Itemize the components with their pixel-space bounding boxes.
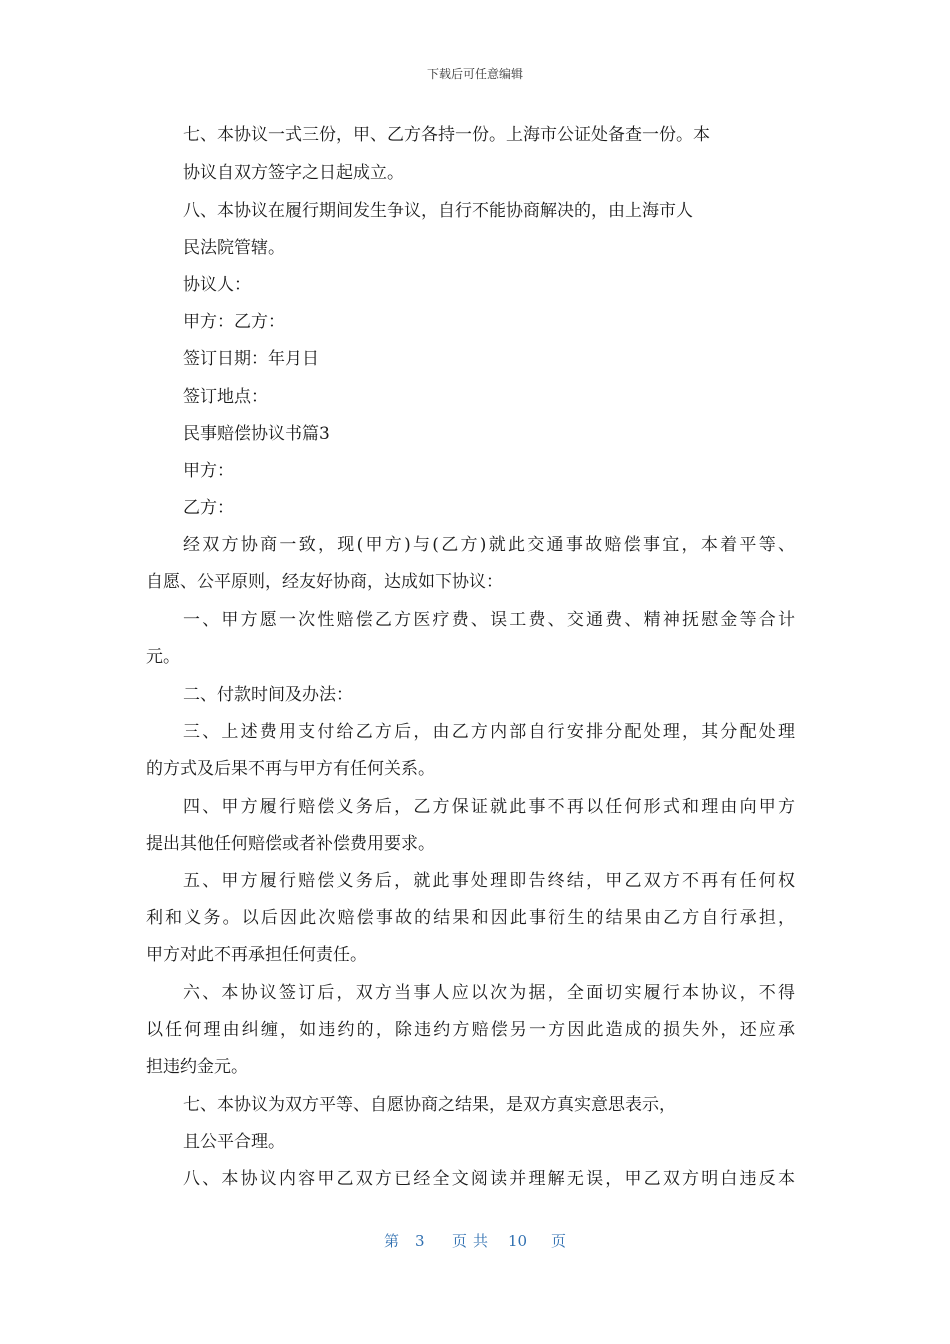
- text-line: 自愿、公平原则，经友好协商，达成如下协议：: [146, 572, 503, 592]
- page-footer: [0, 1229, 950, 1253]
- text-line: 元。: [146, 647, 180, 667]
- text-line: 一、甲方愿一次性赔偿乙方医疗费、误工费、交通费、精神抚慰金等合计: [183, 610, 795, 630]
- text-line: 协议人：: [183, 275, 251, 295]
- text-line: 签订地点：: [183, 387, 268, 407]
- page-number: 3: [415, 1232, 425, 1250]
- text-line: 利和义务。以后因此次赔偿事故的结果和因此事衍生的结果由乙方自行承担，: [146, 908, 795, 928]
- text-line: 甲方对此不再承担任何责任。: [146, 945, 367, 965]
- text-line: 八、本协议在履行期间发生争议，自行不能协商解决的，由上海市人: [183, 201, 693, 221]
- text-line: 四、甲方履行赔偿义务后，乙方保证就此事不再以任何形式和理由向甲方: [183, 797, 795, 817]
- text-line: 民法院管辖。: [183, 238, 285, 258]
- page-label-prefix: 第: [384, 1232, 400, 1250]
- text-line: 协议自双方签字之日起成立。: [183, 163, 404, 183]
- section-heading: 民事赔偿协议书篇3: [183, 424, 330, 444]
- text-line: 签订日期：年月日: [183, 349, 319, 369]
- text-line: 七、本协议为双方平等、自愿协商之结果，是双方真实意思表示，: [183, 1095, 676, 1115]
- text-line: 二、付款时间及办法：: [183, 685, 353, 705]
- text-line: 甲方：乙方：: [183, 312, 285, 332]
- text-line: 五、甲方履行赔偿义务后，就此事处理即告终结，甲乙双方不再有任何权: [183, 871, 795, 891]
- page-header: 下载后可任意编辑: [426, 67, 523, 81]
- text-line: 乙方：: [183, 498, 234, 518]
- text-line: 甲方：: [183, 461, 234, 481]
- text-line: 以任何理由纠缠，如违约的，除违约方赔偿另一方因此造成的损失外，还应承: [146, 1020, 795, 1040]
- text-line: 七、本协议一式三份，甲、乙方各持一份。上海市公证处备查一份。本: [183, 125, 710, 145]
- page-label-suffix: 页: [551, 1232, 567, 1250]
- text-line: 担违约金元。: [146, 1057, 248, 1077]
- text-line: 六、本协议签订后，双方当事人应以次为据，全面切实履行本协议，不得: [183, 983, 795, 1003]
- text-line: 且公平合理。: [183, 1132, 285, 1152]
- total-pages: 10: [508, 1232, 528, 1250]
- text-line: 的方式及后果不再与甲方有任何关系。: [146, 759, 435, 779]
- text-line: 经双方协商一致，现(甲方)与(乙方)就此交通事故赔偿事宜，本着平等、: [183, 535, 795, 555]
- page-label-mid: 页共: [452, 1232, 495, 1250]
- text-line: 提出其他任何赔偿或者补偿费用要求。: [146, 834, 435, 854]
- text-line: 三、上述费用支付给乙方后，由乙方内部自行安排分配处理，其分配处理: [183, 722, 795, 742]
- text-line: 八、本协议内容甲乙双方已经全文阅读并理解无误，甲乙双方明白违反本: [183, 1169, 795, 1189]
